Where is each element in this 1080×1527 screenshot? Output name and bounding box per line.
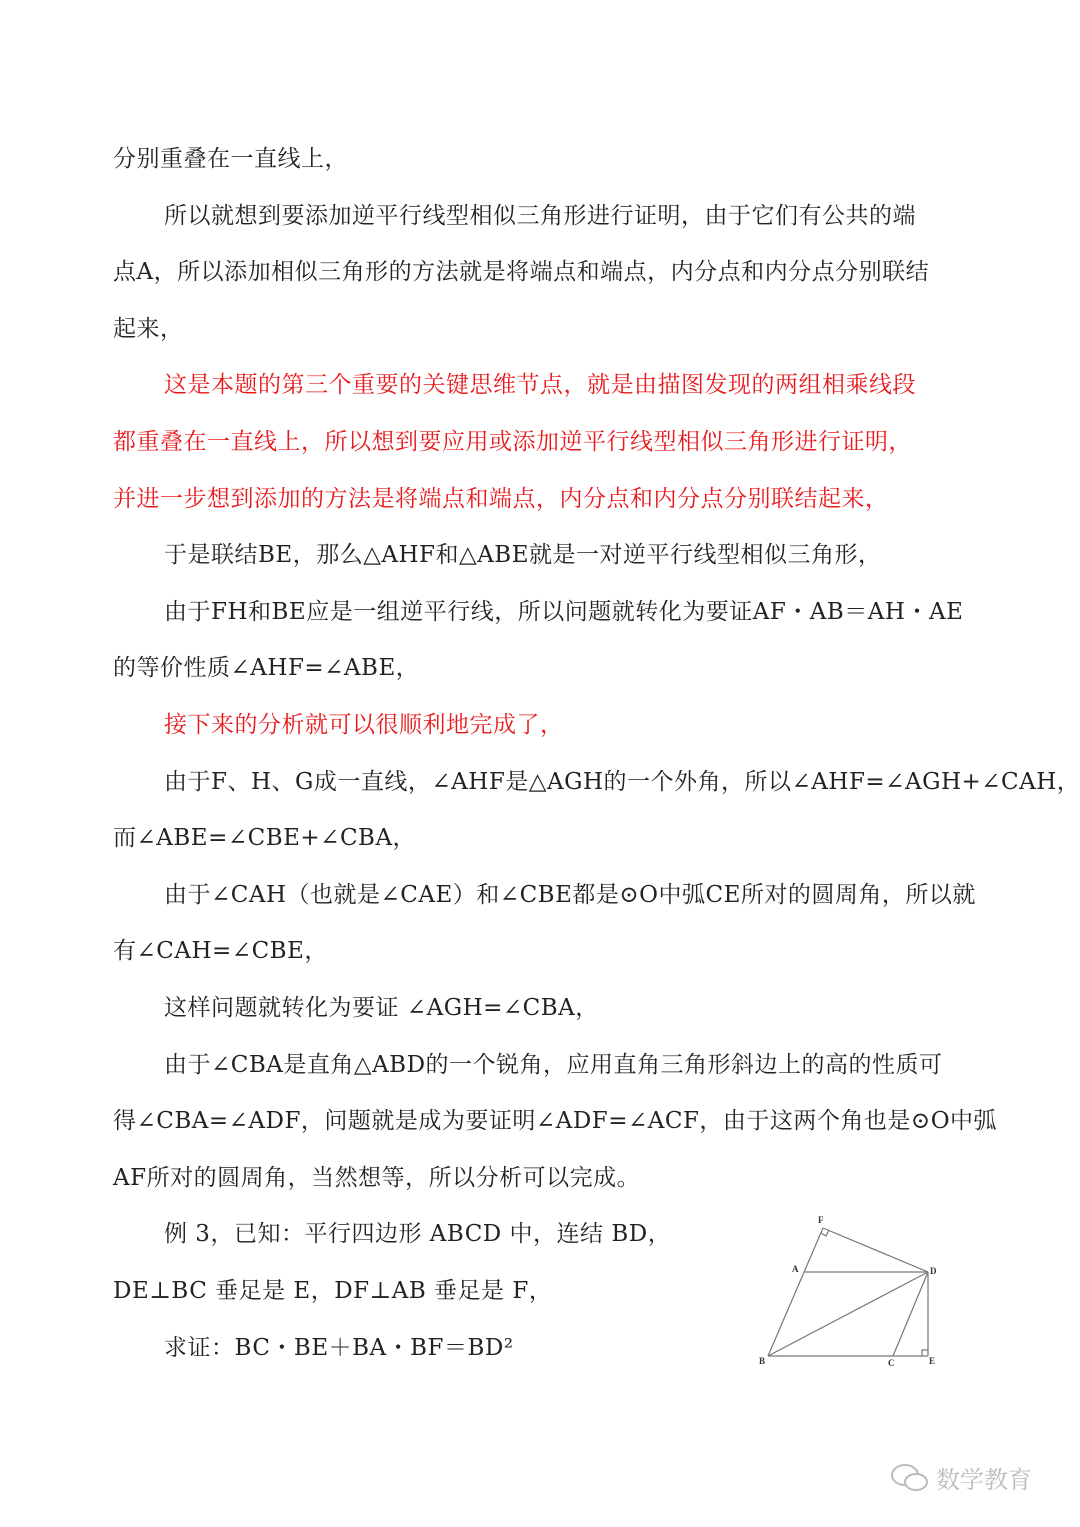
paragraph-line: 于是联结BE，那么△AHF和△ABE就是一对逆平行线型相似三角形，	[164, 542, 882, 569]
segment-FD	[823, 1228, 928, 1272]
paragraph-line: 所以就想到要添加逆平行线型相似三角形进行证明，由于它们有公共的端	[164, 202, 916, 229]
highlighted-paragraph-line: 接下来的分析就可以很顺利地完成了，	[164, 712, 564, 738]
highlighted-paragraph-line: 并进一步想到添加的方法是将端点和端点，内分点和内分点分别联结起来，	[113, 485, 889, 512]
paragraph-line: 得∠CBA=∠ADF，问题就是成为要证明∠ADF=∠ACF，由于这两个角也是⊙O中弧	[113, 1108, 998, 1135]
label-C: C	[888, 1358, 895, 1368]
label-E: E	[929, 1356, 936, 1366]
watermark	[890, 1460, 1032, 1495]
paragraph-line: 分别重叠在一直线上，	[113, 146, 348, 172]
paragraph-line: 求证：BC・BE＋BA・BF＝BD²	[164, 1334, 514, 1361]
paragraph-line: 由于∠CBA是直角△ABD的一个锐角，应用直角三角形斜边上的高的性质可	[164, 1051, 943, 1078]
wechat-icon	[890, 1462, 930, 1494]
highlighted-paragraph-line: 都重叠在一直线上，所以想到要应用或添加逆平行线型相似三角形进行证明，	[113, 429, 912, 455]
paragraph-line: 有∠CAH=∠CBE，	[113, 938, 328, 965]
paragraph-line: 点A，所以添加相似三角形的方法就是将端点和端点，内分点和内分点分别联结	[113, 259, 930, 286]
highlighted-paragraph-line: 这是本题的第三个重要的关键思维节点，就是由描图发现的两组相乘线段	[164, 372, 916, 399]
paragraph-line: 由于∠CAH（也就是∠CAE）和∠CBE都是⊙O中弧CE所对的圆周角，所以就	[164, 881, 976, 908]
watermark-text: 数学教育	[936, 1466, 1032, 1494]
paragraph-line: AF所对的圆周角，当然想等，所以分析可以完成。	[113, 1164, 641, 1191]
paragraph-line: 起来，	[113, 315, 184, 342]
paragraph-line: 而∠ABE=∠CBE+∠CBA，	[113, 825, 417, 852]
paragraph-line: 由于FH和BE应是一组逆平行线，所以问题就转化为要证AF・AB＝AH・AE	[164, 598, 964, 625]
paragraph-line: 例 3，已知：平行四边形 ABCD 中，连结 BD，	[164, 1221, 672, 1248]
paragraph-line: 由于F、H、G成一直线，∠AHF是△AGH的一个外角，所以∠AHF=∠AGH+∠CAH，	[164, 768, 1080, 795]
segment-BD	[768, 1272, 928, 1356]
label-A: A	[792, 1264, 799, 1274]
label-B: B	[759, 1356, 766, 1366]
paragraph-line: DE⊥BC 垂足是 E，DF⊥AB 垂足是 F，	[113, 1278, 553, 1304]
label-D: D	[930, 1266, 937, 1276]
segment-CD	[893, 1272, 928, 1356]
paragraph-line: 的等价性质∠AHF=∠ABE，	[113, 655, 420, 682]
paragraph-line: 这样问题就转化为要证 ∠AGH=∠CBA，	[164, 995, 599, 1021]
label-F: F	[818, 1215, 824, 1225]
segment-BF	[768, 1228, 823, 1356]
right-angle-E	[922, 1350, 928, 1356]
